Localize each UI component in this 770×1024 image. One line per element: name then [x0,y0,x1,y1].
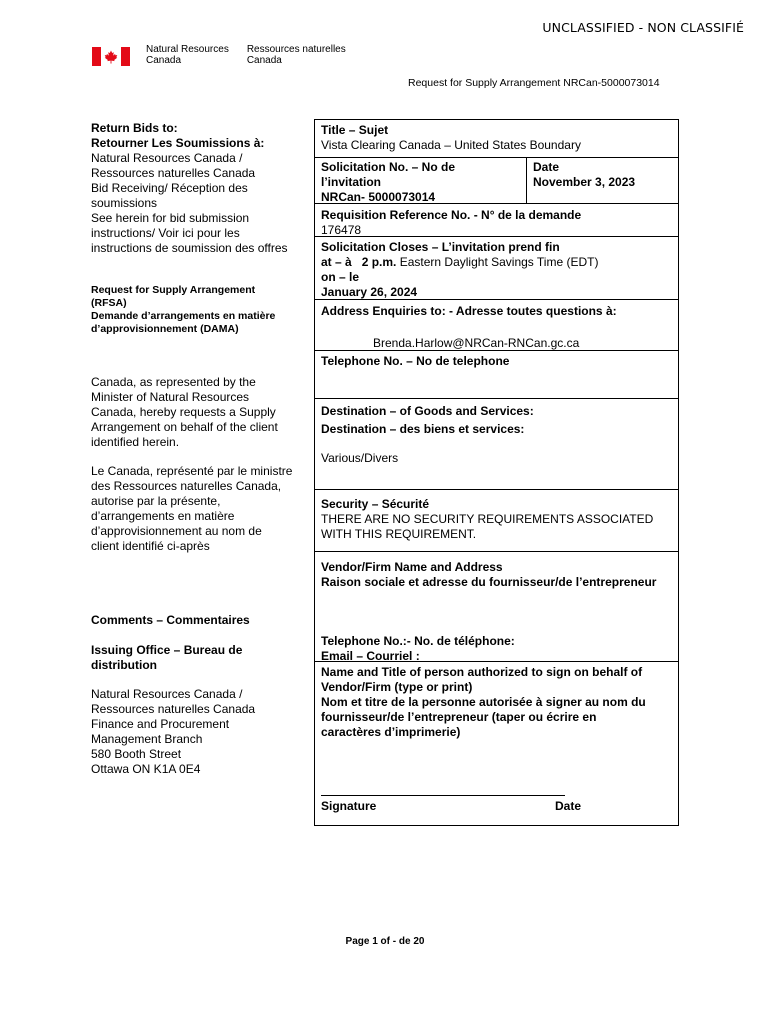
title-label: Title – Sujet [321,123,389,137]
signer-line: Vendor/Firm (type or print) [321,680,473,694]
maple-leaf-icon [104,50,118,64]
canada-en-line: Arrangement on behalf of the client [91,420,278,434]
document-reference: Request for Supply Arrangement NRCan-5000073014 [408,77,660,89]
enquiries-label: Address Enquiries to: - Adresse toutes questions à: [321,304,617,318]
issuing-line: Ottawa ON K1A 0E4 [91,762,201,776]
vendor-label-en: Vendor/Firm Name and Address [321,560,503,574]
signer-line: Nom et titre de la personne autorisée à signer au nom du [321,695,646,709]
date-value: November 3, 2023 [533,175,636,189]
flag-left-bar [92,47,101,66]
canada-fr-line: autorise par la présente, [91,494,221,508]
page-number: Page 1 of - de 20 [345,936,425,947]
return-bids-line: soumissions [91,196,158,210]
return-bids-line: See herein for bid submission [91,211,250,225]
canada-fr-line: des Ressources naturelles Canada, [91,479,282,493]
signer-line: caractères d’imprimerie) [321,725,461,739]
return-bids-label: Return Bids to: [91,121,178,135]
closes-timezone: Eastern Daylight Savings Time (EDT) [399,255,599,269]
classification-marking: UNCLASSIFIED - NON CLASSIFIÉ [542,20,744,35]
issuing-office-label-line: Issuing Office – Bureau de [91,643,243,657]
comments-label: Comments – Commentaires [91,613,250,627]
title-cell [315,121,678,155]
signature-en-line: Canada [146,55,182,66]
issuing-line: Natural Resources Canada / [91,687,243,701]
issuing-office-address [91,687,306,777]
title-value: Vista Clearing Canada – United States Boundary [321,138,581,152]
divider [315,203,678,204]
signer-line: fournisseur/de l’entrepreneur (taper ou écrire en [321,710,597,724]
return-bids-line: Ressources naturelles Canada [91,166,256,180]
divider [315,398,678,399]
canada-fr-line: d’approvisionnement au nom de [91,524,262,538]
canada-request-fr [91,464,306,554]
return-bids-line: Bid Receiving/ Réception des [91,181,248,195]
security-cell [315,495,678,544]
rfsa-line: Demande d’arrangements en matière [91,310,276,322]
closes-date: January 26, 2024 [321,285,418,299]
canada-en-line: Canada, hereby requests a Supply [91,405,276,419]
return-bids-line: instructions de soumission des offres [91,241,288,255]
canada-en-line: Canada, as represented by the [91,375,256,389]
security-value: THERE ARE NO SECURITY REQUIREMENTS ASSOCIATED [321,512,654,526]
divider [315,489,678,490]
issuing-line: Finance and Procurement [91,717,230,731]
signer-cell [315,663,678,742]
signature-label: Signature [321,799,377,813]
telephone-cell [315,352,678,371]
enquiries-cell [315,302,678,353]
rfsa-line: (RFSA) [91,297,127,309]
issuing-line: Ressources naturelles Canada [91,702,256,716]
canada-fr-line: client identifié ci-après [91,539,210,553]
divider [315,551,678,552]
signature-french [247,44,346,66]
solicitation-label: l’invitation [321,175,381,189]
destination-label-fr: Destination – des biens et services: [321,422,525,436]
closes-at-label: at – à [321,255,352,269]
requisition-label: Requisition Reference No. - N° de la demande [321,208,582,222]
signature-english [146,44,229,66]
flag-right-bar [121,47,130,66]
issuing-office-label [91,643,306,673]
signature-date-label: Date [555,799,582,813]
signature-fr-line: Ressources naturelles [246,44,346,55]
return-bids-line: instructions/ Voir ici pour les [91,226,240,240]
rfsa-line: d’approvisionnement (DAMA) [91,323,239,335]
closing-cell [315,238,678,302]
divider [315,661,678,662]
closes-label: Solicitation Closes – L’invitation prend fin [321,240,560,254]
canada-fr-line: Le Canada, représenté par le ministre [91,464,293,478]
solicitation-form [314,119,679,826]
requisition-cell [315,206,678,240]
divider [315,236,678,237]
canada-en-line: identified herein. [91,435,180,449]
solicitation-value: NRCan- 5000073014 [321,190,436,204]
return-bids-line: Natural Resources Canada / [91,151,243,165]
destination-value: Various/Divers [321,451,399,465]
canada-request-en [91,375,306,450]
vendor-label-fr: Raison sociale et adresse du fournisseur/de l’entrepreneur [321,575,657,589]
government-signature [92,44,346,66]
solicitation-label: Solicitation No. – No de [321,160,456,174]
signer-line: Name and Title of person authorized to sign on behalf of [321,665,643,679]
rfsa-block [91,284,306,336]
telephone-label: Telephone No. – No de telephone [321,354,510,368]
canada-en-line: Minister of Natural Resources [91,390,250,404]
issuing-line: Management Branch [91,732,203,746]
return-bids-block [91,121,306,256]
canada-flag-icon [92,47,130,66]
closes-time: 2 p.m. [361,255,397,269]
closes-on-label: on – le [321,270,360,284]
requisition-value: 176478 [321,223,362,237]
destination-cell [315,400,678,469]
security-value: WITH THIS REQUIREMENT. [321,527,477,541]
solicitation-number-cell [315,158,524,207]
destination-label-en: Destination – of Goods and Services: [321,404,534,418]
issuing-office-label-line: distribution [91,658,157,672]
date-cell [527,158,678,192]
vendor-phone-label: Telephone No.:- No. de téléphone: [321,634,515,648]
issuing-line: 580 Booth Street [91,747,182,761]
security-label: Security – Sécurité [321,497,430,511]
vendor-email-label: Email – Courriel : [321,649,420,663]
divider [315,350,678,351]
rfsa-line: Request for Supply Arrangement [91,284,256,296]
closes-time-line [321,255,672,270]
date-label: Date [533,160,560,174]
return-bids-label-fr: Retourner Les Soumissions à: [91,136,265,150]
canada-fr-line: d’arrangements en matière [91,509,235,523]
divider [315,299,678,300]
signature-line [321,795,565,796]
enquiries-email: Brenda.Harlow@NRCan-RNCan.gc.ca [373,336,580,350]
signature-en-line: Natural Resources [146,44,229,55]
flag-center [101,47,121,66]
vendor-cell [315,558,678,592]
signature-fr-line: Canada [246,55,282,66]
